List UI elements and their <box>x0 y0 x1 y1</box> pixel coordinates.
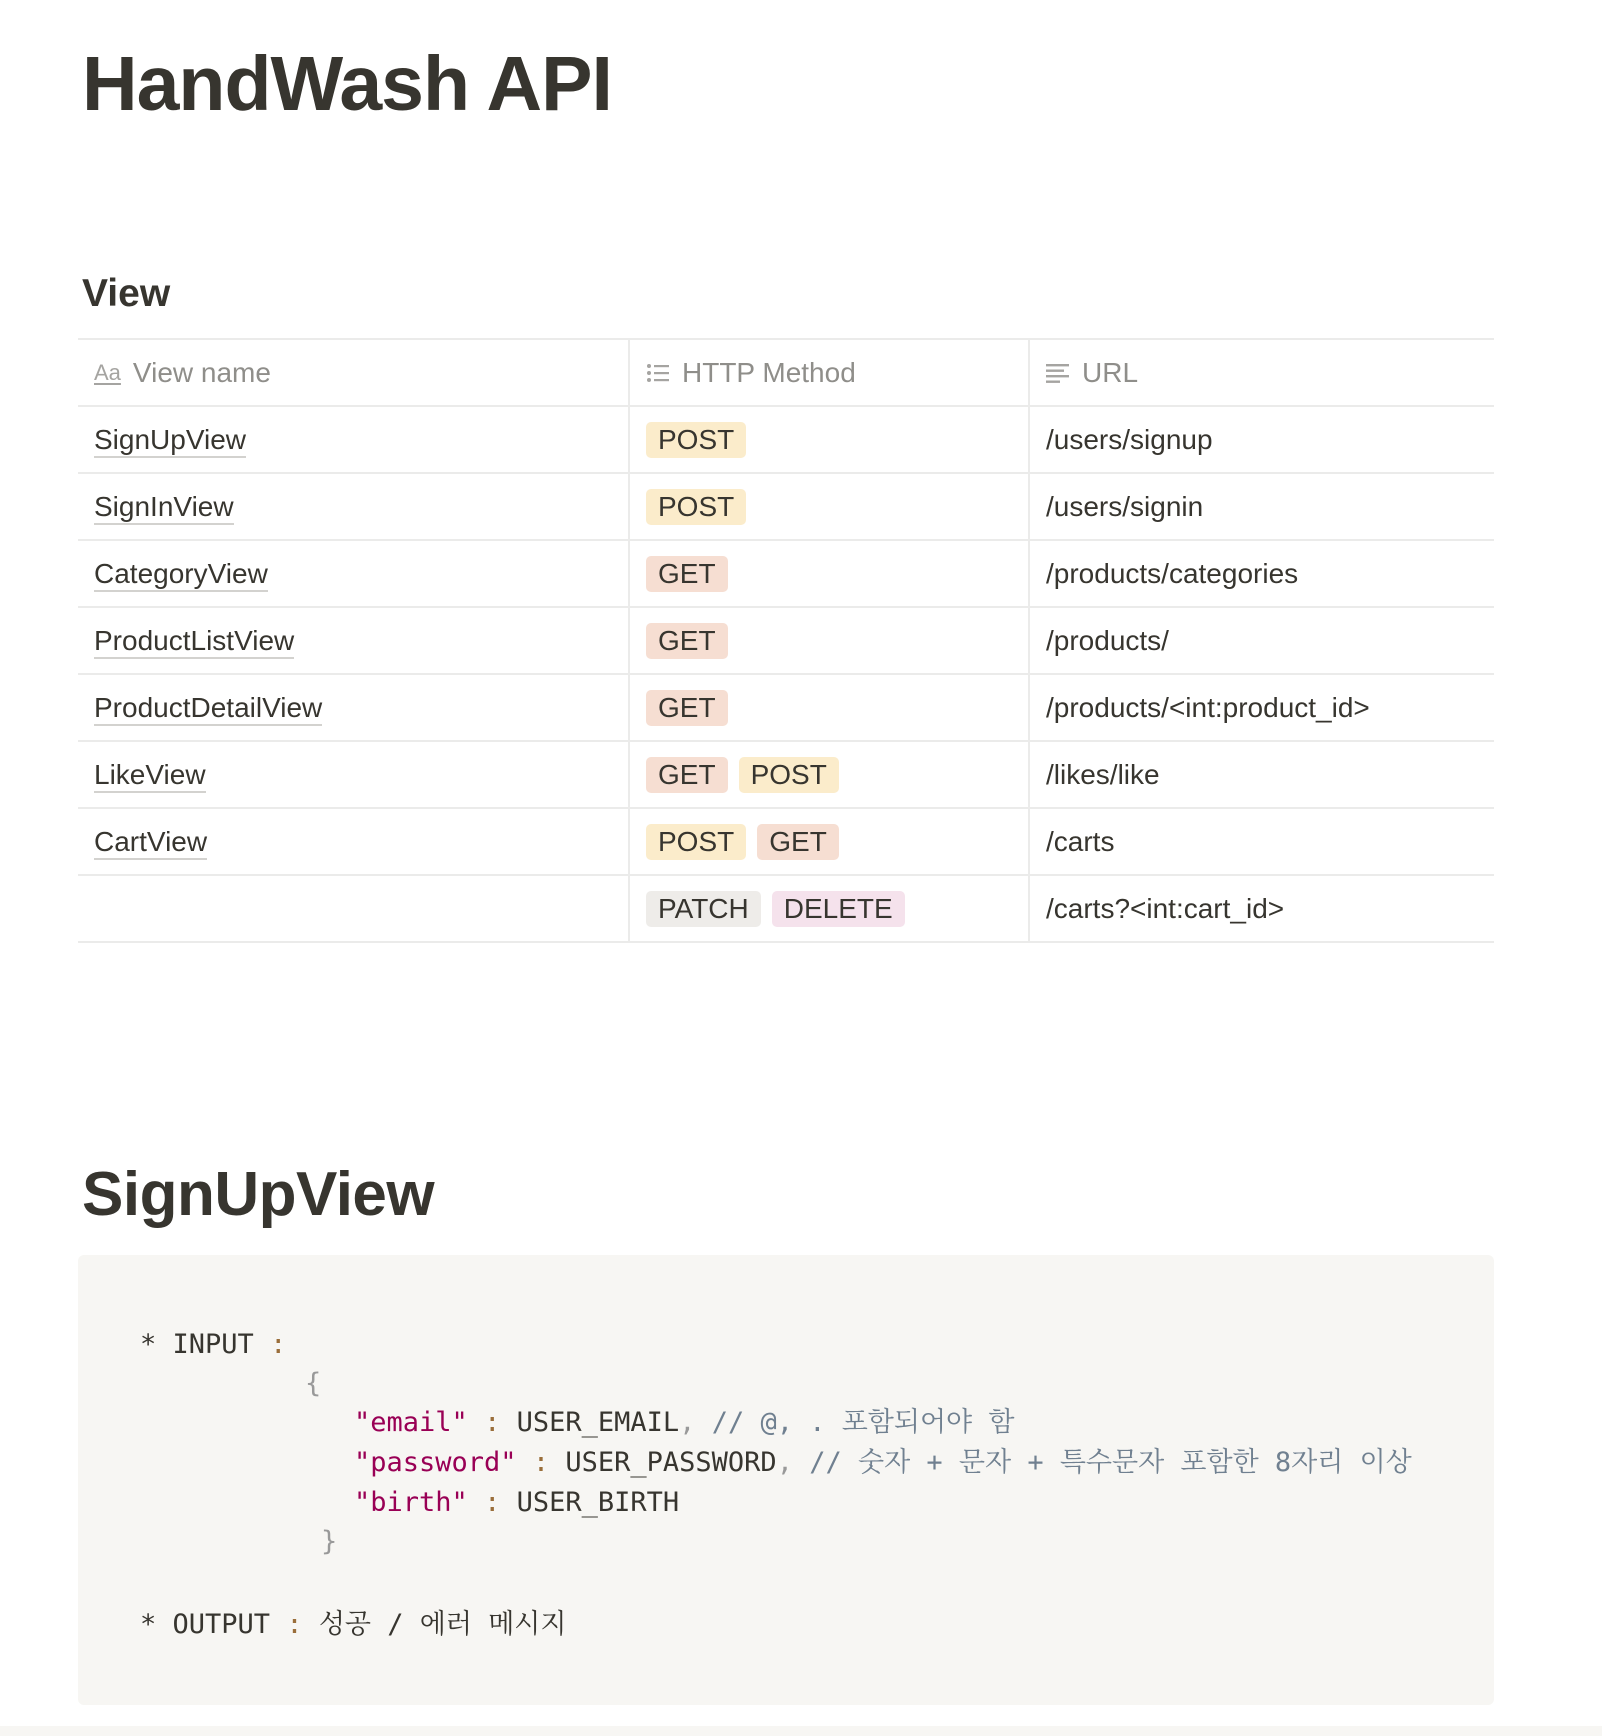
http-method-cell[interactable] <box>629 473 1029 540</box>
colon: : <box>270 1329 287 1360</box>
table-row[interactable] <box>78 875 1494 942</box>
method-tag-get: GET <box>646 757 728 793</box>
url-cell[interactable]: /products/categories <box>1029 540 1494 607</box>
method-tag-post: POST <box>646 824 746 860</box>
field-value: USER_BIRTH <box>516 1487 680 1518</box>
method-tag-get: GET <box>646 690 728 726</box>
view-name-cell[interactable] <box>78 406 629 473</box>
code-block[interactable] <box>78 1255 1494 1705</box>
http-method-cell[interactable] <box>629 741 1029 808</box>
url-cell[interactable]: /carts?<int:cart_id> <box>1029 875 1494 942</box>
url-cell[interactable]: /users/signin <box>1029 473 1494 540</box>
field-value: USER_EMAIL <box>516 1407 680 1438</box>
view-section-heading: View <box>82 272 171 315</box>
colon: : <box>484 1487 501 1518</box>
page-title: HandWash API <box>82 41 612 127</box>
field-key: "birth" <box>354 1487 468 1518</box>
view-name-link[interactable]: CategoryView <box>94 558 268 592</box>
column-header-label: URL <box>1082 356 1139 388</box>
column-header-url[interactable] <box>1029 339 1494 406</box>
url-cell[interactable]: /carts <box>1029 808 1494 875</box>
url-cell[interactable]: /likes/like <box>1029 741 1494 808</box>
code-line-password <box>354 1443 1412 1483</box>
table-row[interactable] <box>78 540 1494 607</box>
next-block-edge <box>0 1726 1602 1736</box>
view-name-link[interactable]: CartView <box>94 826 207 860</box>
view-name-cell[interactable] <box>78 875 629 942</box>
colon: : <box>286 1609 303 1640</box>
column-header-label: HTTP Method <box>682 356 856 388</box>
code-line-email <box>354 1403 1014 1443</box>
table-row[interactable] <box>78 674 1494 741</box>
view-name-cell[interactable] <box>78 741 629 808</box>
field-key: "email" <box>354 1407 468 1438</box>
http-method-cell[interactable] <box>629 406 1029 473</box>
view-name-cell[interactable] <box>78 540 629 607</box>
output-label: * OUTPUT <box>140 1609 271 1640</box>
colon: : <box>484 1407 501 1438</box>
comma: , <box>679 1407 696 1438</box>
table-header-row <box>78 339 1494 406</box>
column-header-view-name[interactable] <box>78 339 629 406</box>
method-tag-get: GET <box>646 623 728 659</box>
view-name-cell[interactable] <box>78 808 629 875</box>
http-method-cell[interactable] <box>629 674 1029 741</box>
table-row[interactable] <box>78 808 1494 875</box>
open-brace: { <box>305 1368 322 1399</box>
url-cell[interactable]: /users/signup <box>1029 406 1494 473</box>
table-row[interactable] <box>78 473 1494 540</box>
code-line-input <box>140 1325 286 1365</box>
code-line-close-brace <box>321 1522 337 1562</box>
signup-view-title: SignUpView <box>82 1160 435 1229</box>
table-row[interactable] <box>78 406 1494 473</box>
multi-select-list-icon <box>646 363 670 383</box>
method-tag-get: GET <box>757 824 839 860</box>
method-tag-get: GET <box>646 556 728 592</box>
text-property-icon: Aa <box>94 359 121 385</box>
comma: , <box>776 1447 793 1478</box>
view-table <box>78 338 1494 943</box>
method-tag-delete: DELETE <box>772 891 905 927</box>
text-lines-icon <box>1046 363 1070 383</box>
url-cell[interactable]: /products/<int:product_id> <box>1029 674 1494 741</box>
view-name-cell[interactable] <box>78 674 629 741</box>
view-name-link[interactable]: LikeView <box>94 759 206 793</box>
view-name-link[interactable]: ProductDetailView <box>94 692 322 726</box>
close-brace: } <box>321 1526 338 1557</box>
view-name-link[interactable]: SignInView <box>94 491 234 525</box>
code-line-birth <box>354 1483 679 1523</box>
http-method-cell[interactable] <box>629 808 1029 875</box>
http-method-cell[interactable] <box>629 875 1029 942</box>
view-name-link[interactable]: SignUpView <box>94 424 246 458</box>
view-name-cell[interactable] <box>78 473 629 540</box>
input-label: * INPUT <box>140 1329 254 1360</box>
http-method-cell[interactable] <box>629 540 1029 607</box>
code-line-output <box>140 1605 566 1645</box>
table-row[interactable] <box>78 607 1494 674</box>
field-comment: // @, . 포함되어야 함 <box>711 1407 1015 1438</box>
view-name-link[interactable]: ProductListView <box>94 625 294 659</box>
field-key: "password" <box>354 1447 517 1478</box>
method-tag-post: POST <box>646 489 746 525</box>
method-tag-post: POST <box>646 422 746 458</box>
field-value: USER_PASSWORD <box>565 1447 777 1478</box>
field-comment: // 숫자 + 문자 + 특수문자 포함한 8자리 이상 <box>809 1447 1412 1478</box>
method-tag-post: POST <box>739 757 839 793</box>
url-cell[interactable]: /products/ <box>1029 607 1494 674</box>
colon: : <box>532 1447 550 1478</box>
code-line-open-brace <box>305 1364 321 1404</box>
column-header-http-method[interactable] <box>629 339 1029 406</box>
column-header-label: View name <box>132 356 271 388</box>
method-tag-patch: PATCH <box>646 891 761 927</box>
table-row[interactable] <box>78 741 1494 808</box>
view-name-cell[interactable] <box>78 607 629 674</box>
http-method-cell[interactable] <box>629 607 1029 674</box>
output-value: 성공 / 에러 메시지 <box>318 1609 567 1640</box>
